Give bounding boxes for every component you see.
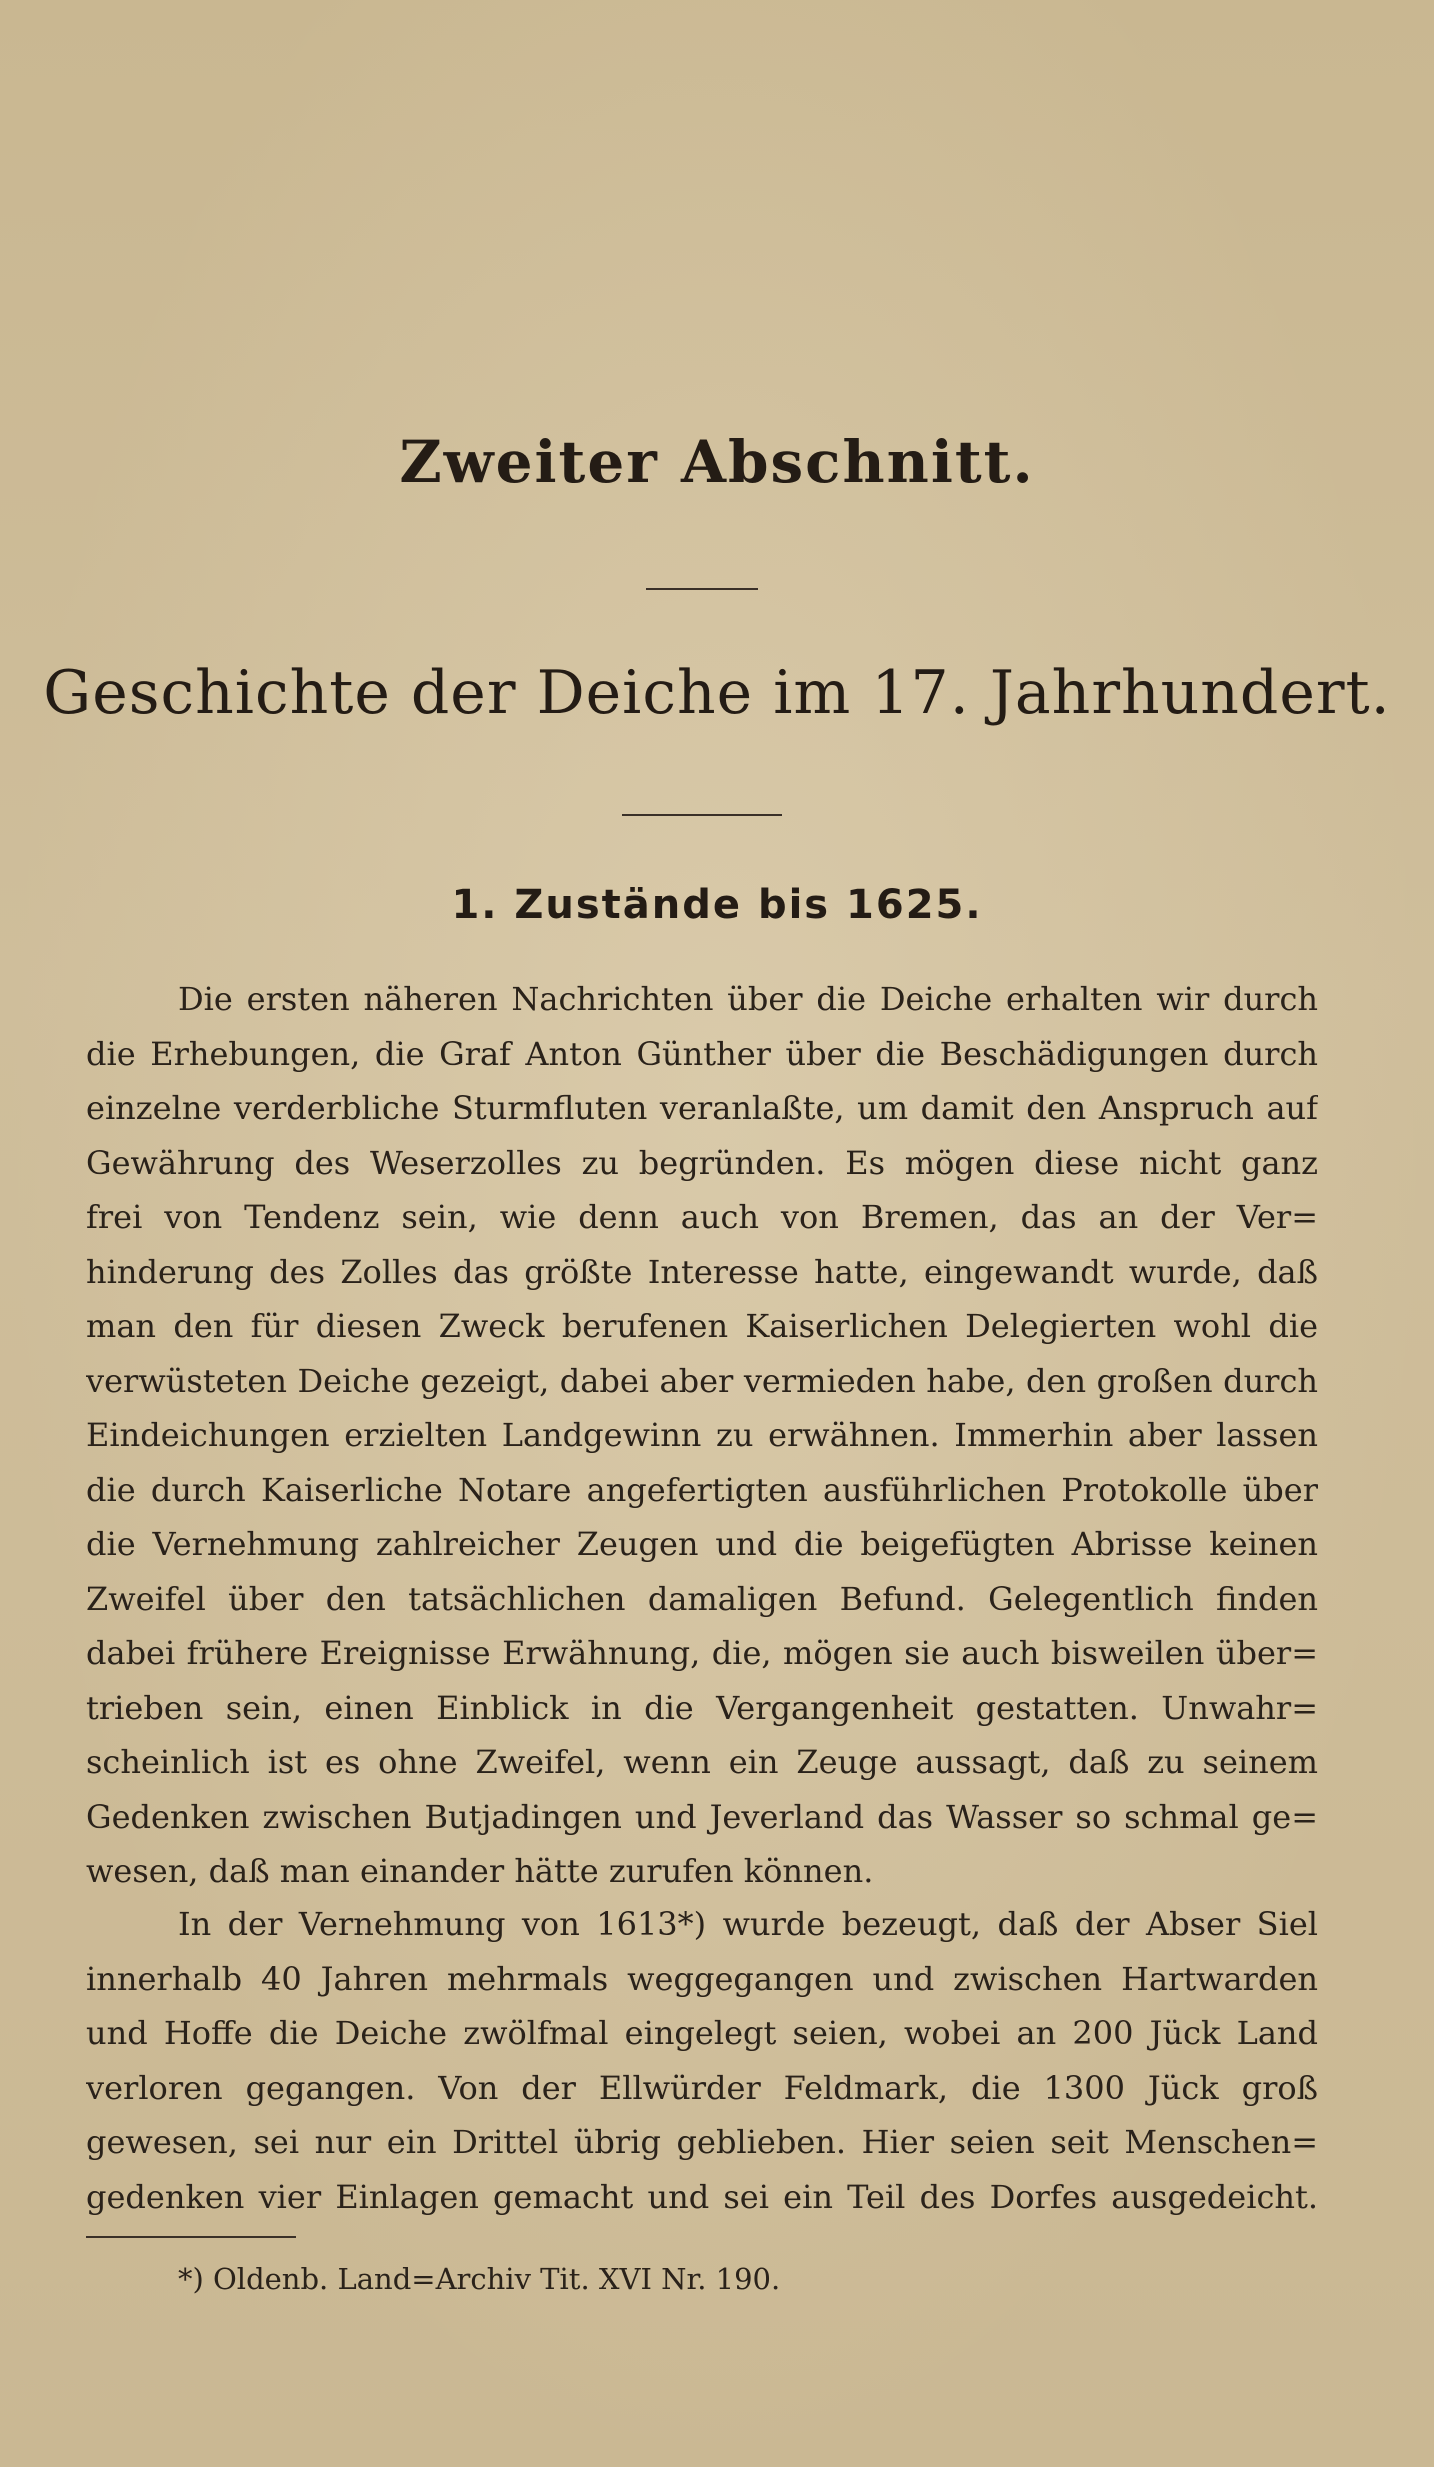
text-line: die Erhebungen, die Graf Anton Günther über die Beschädigungen durch xyxy=(86,1034,1318,1073)
text-line: gedenken vier Einlagen gemacht und sei ein Teil des Dorfes ausgedeicht. xyxy=(86,2177,1318,2216)
text-line: man den für diesen Zweck berufenen Kaiserlichen Delegierten wohl die xyxy=(86,1307,1318,1345)
text-line: hinderung des Zolles das größte Interesse hatte, eingewandt wurde, daß xyxy=(86,1252,1318,1291)
text-line: verloren gegangen. Von der Ellwürder Feldmark, die 1300 Jück groß xyxy=(86,2068,1318,2107)
text-line: und Hoffe die Deiche zwölfmal eingelegt seien, wobei an 200 Jück Land xyxy=(86,2014,1318,2052)
text-line: innerhalb 40 Jahren mehrmals weggegangen und zwischen Hartwarden xyxy=(86,1959,1318,1998)
text-line: einzelne verderbliche Sturmfluten veranlaßte, um damit den Anspruch auf xyxy=(86,1089,1318,1127)
text-line: Zweifel über den tatsächlichen damaligen Befund. Gelegentlich finden xyxy=(86,1579,1318,1618)
section-title: Zweiter Abschnitt. xyxy=(399,428,1035,496)
text-line: scheinlich ist es ohne Zweifel, wenn ein Zeuge aussagt, daß zu seinem xyxy=(86,1743,1318,1781)
text-line: Eindeichungen erzielten Landgewinn zu erwähnen. Immerhin aber lassen xyxy=(86,1416,1318,1454)
text-line: Die ersten näheren Nachrichten über die Deiche erhalten wir durch xyxy=(178,980,1318,1018)
text-line: die Vernehmung zahlreicher Zeugen und die beigefügten Abrisse keinen xyxy=(86,1525,1318,1563)
text-line: gewesen, sei nur ein Drittel übrig geblieben. Hier seien seit Menschen= xyxy=(86,2123,1318,2161)
text-line: frei von Tendenz sein, wie denn auch von Bremen, das an der Ver= xyxy=(86,1198,1318,1236)
footnote: *) Oldenb. Land=Archiv Tit. XVI Nr. 190. xyxy=(178,2262,781,2296)
subsection-title: 1. Zustände bis 1625. xyxy=(451,882,983,928)
text-line: In der Vernehmung von 1613*) wurde bezeugt, daß der Abser Siel xyxy=(178,1905,1318,1943)
text-line: die durch Kaiserliche Notare angefertigten ausführlichen Protokolle über xyxy=(86,1470,1318,1509)
text-line: wesen, daß man einander hätte zurufen können. xyxy=(86,1852,874,1890)
paragraph-2 xyxy=(86,1897,1318,2224)
footnote-divider xyxy=(86,2236,296,2238)
chapter-title: Geschichte der Deiche im 17. Jahrhundert. xyxy=(43,658,1391,728)
text-line: trieben sein, einen Einblick in die Vergangenheit gestatten. Unwahr= xyxy=(86,1688,1318,1727)
text-line: Gedenken zwischen Butjadingen und Jeverland das Wasser so schmal ge= xyxy=(86,1797,1318,1836)
paragraph-1 xyxy=(86,972,1318,1899)
title-divider-bottom xyxy=(622,814,782,816)
text-line: Gewährung des Weserzolles zu begründen. Es mögen diese nicht ganz xyxy=(86,1143,1318,1182)
text-line: verwüsteten Deiche gezeigt, dabei aber vermieden habe, den großen durch xyxy=(86,1361,1318,1400)
title-divider-top xyxy=(646,588,758,590)
text-line: dabei frühere Ereignisse Erwähnung, die, mögen sie auch bisweilen über= xyxy=(86,1634,1318,1672)
